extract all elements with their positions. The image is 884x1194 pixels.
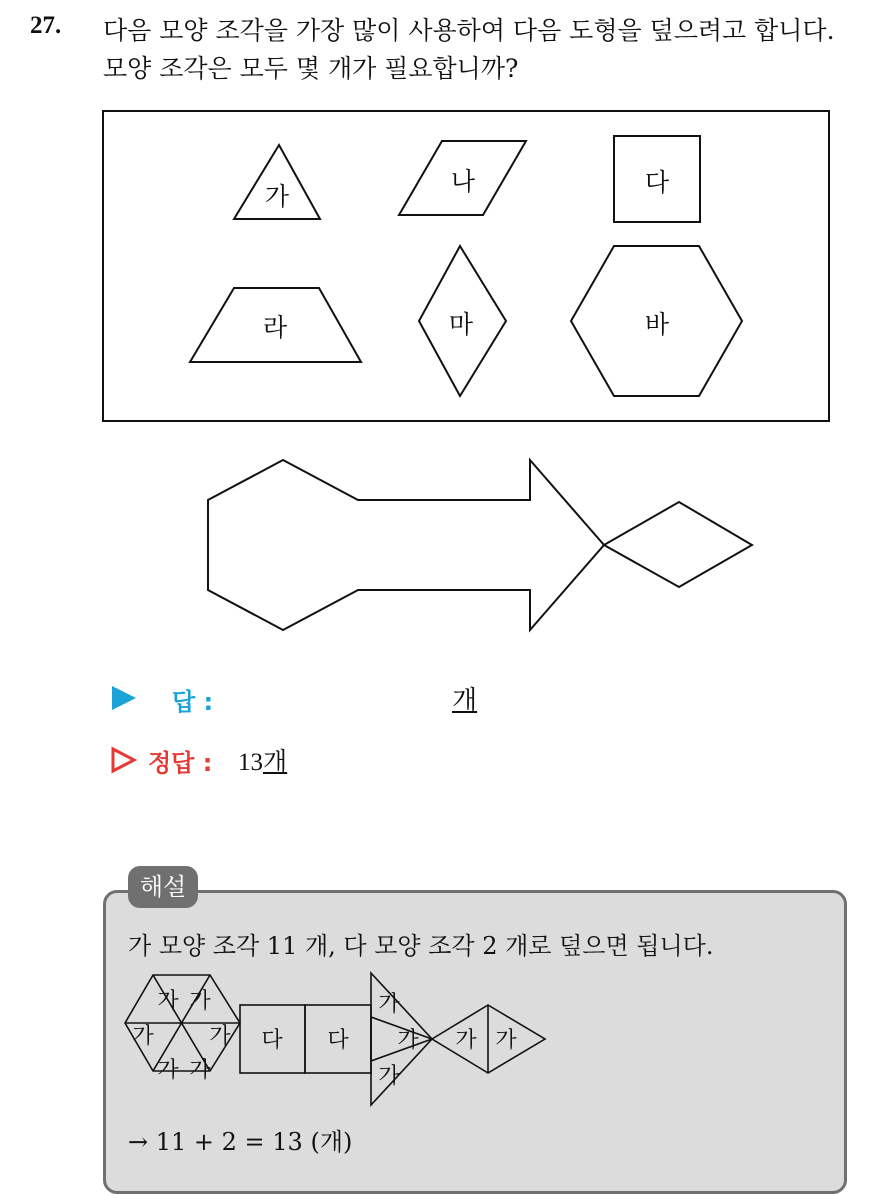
expl-cell-ga-11: 가 xyxy=(495,1028,517,1053)
expl-cell-ga-4: 가 xyxy=(209,1024,231,1049)
target-figure xyxy=(0,440,884,640)
pieces-svg xyxy=(104,112,828,420)
expl-cell-ga-3: 가 xyxy=(132,1024,154,1049)
correct-label: 정답 : xyxy=(148,749,213,777)
answer-unit: 개 xyxy=(452,686,478,716)
target-rhombus xyxy=(604,502,752,587)
question-number: 27. xyxy=(30,12,62,39)
question-line-1: 다음 모양 조각을 가장 많이 사용하여 다음 도형을 덮으려고 합니다. xyxy=(103,16,835,45)
expl-cell-ga-1: 가 xyxy=(157,989,179,1014)
piece-label-ba: 바 xyxy=(644,310,670,339)
explanation-tab: 해설 xyxy=(128,866,198,908)
piece-label-ra: 라 xyxy=(262,313,288,342)
question-line-2: 모양 조각은 모두 몇 개가 필요합니까? xyxy=(103,54,519,83)
correct-arrow-icon xyxy=(110,746,138,774)
correct-value xyxy=(238,742,287,778)
answer-arrow-icon xyxy=(110,684,138,712)
answer-label: 답 : xyxy=(172,688,214,716)
answer-row xyxy=(110,680,610,716)
expl-cell-ga-6: 가 xyxy=(189,1058,211,1083)
expl-cell-ga-9: 가 xyxy=(378,1064,400,1089)
expl-cell-ga-7: 가 xyxy=(378,992,400,1017)
piece-label-ga: 가 xyxy=(264,182,290,211)
target-outline xyxy=(208,460,604,630)
expl-cell-da-2: 다 xyxy=(327,1028,349,1053)
expl-cell-ga-5: 가 xyxy=(157,1058,179,1083)
expl-cell-da-1: 다 xyxy=(261,1028,283,1053)
correct-number: 13 xyxy=(238,749,263,776)
correct-unit: 개 xyxy=(263,747,288,776)
correct-answer-row xyxy=(110,740,610,780)
piece-label-da: 다 xyxy=(644,168,670,197)
expl-cell-ga-10: 가 xyxy=(455,1028,477,1053)
piece-label-ma: 마 xyxy=(448,310,474,339)
explanation-text: 가 모양 조각 11 개, 다 모양 조각 2 개로 덮으면 됩니다. xyxy=(128,932,714,960)
explanation-figure xyxy=(0,965,884,1115)
piece-label-na: 나 xyxy=(450,167,476,196)
pieces-box xyxy=(102,110,830,422)
expl-cell-ga-8: 가 xyxy=(397,1028,419,1053)
expl-cell-ga-2: 가 xyxy=(189,989,211,1014)
explanation-formula: → 11 + 2 = 13 (개) xyxy=(128,1128,353,1156)
question-text xyxy=(103,12,835,88)
